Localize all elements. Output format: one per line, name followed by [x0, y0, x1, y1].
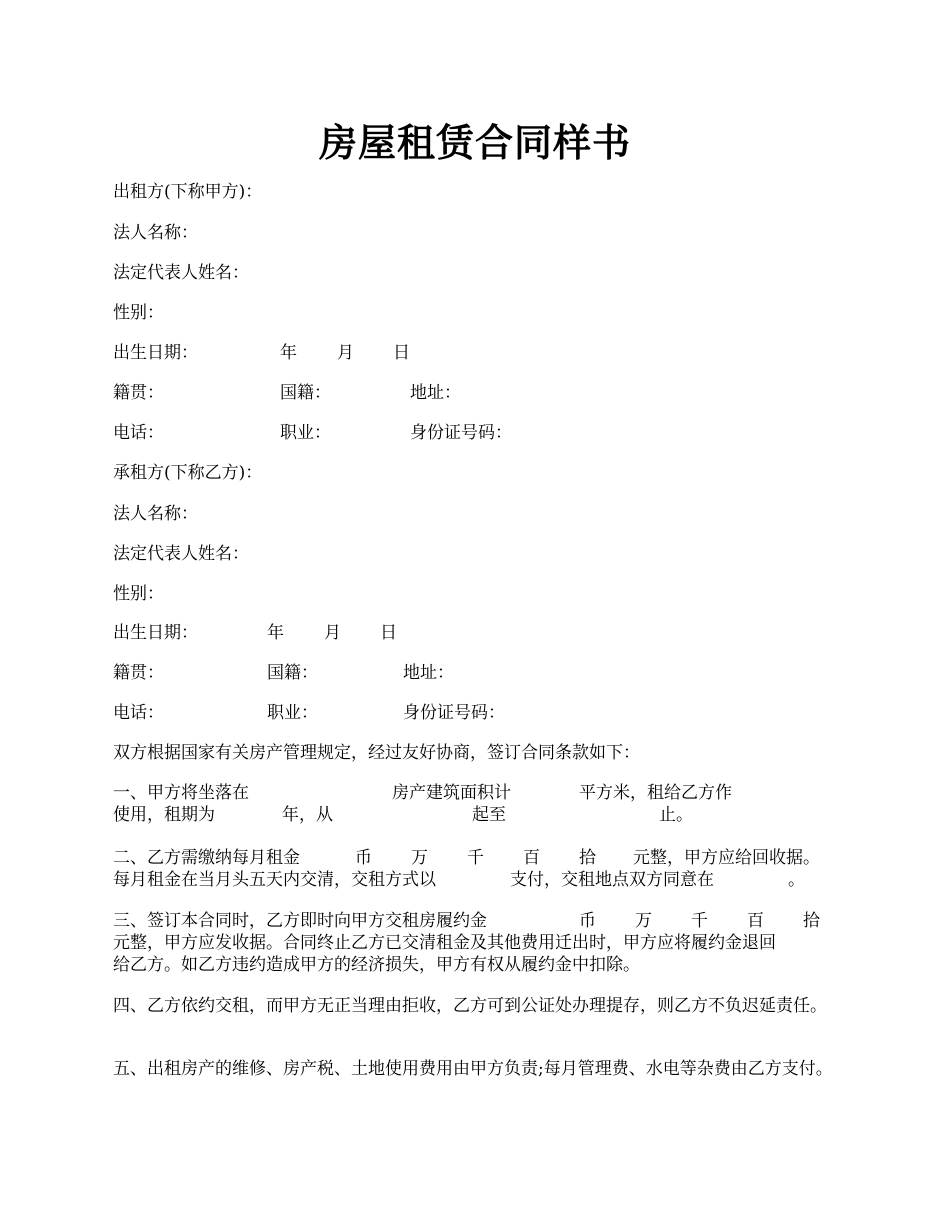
birth-label: 出生日期： [113, 623, 198, 643]
occupation-label: 职业： [280, 423, 331, 443]
lessor-heading: 出租方(下称甲方)： [113, 182, 263, 202]
lessee-gender-label: 性别： [113, 584, 164, 604]
day-label: 日 [393, 343, 410, 363]
clause-text: 二、乙方需缴纳每月租金 [113, 848, 300, 868]
clause-text: 使用，租期为 [113, 805, 215, 825]
occupation-label: 职业： [267, 703, 318, 723]
day-label: 日 [380, 623, 397, 643]
clause-text: 万 [635, 911, 652, 931]
nationality-label: 国籍： [267, 663, 318, 683]
address-label: 地址： [403, 663, 454, 683]
clause-text: 币 [579, 911, 596, 931]
clause-text: 支付，交租地点双方同意在 [510, 870, 714, 890]
year-label: 年 [267, 623, 284, 643]
month-label: 月 [324, 623, 341, 643]
lessor-legal-name-label: 法人名称： [113, 223, 198, 243]
clause-text: 平方米，租给乙方作 [579, 783, 732, 803]
year-label: 年 [280, 343, 297, 363]
native-place-label: 籍贯： [113, 663, 164, 683]
clause-text: 每月租金在当月头五天内交清，交租方式以 [113, 870, 436, 890]
clause-text: 年，从 [282, 805, 333, 825]
id-number-label: 身份证号码： [410, 423, 512, 443]
clause-4: 四、乙方依约交租，而甲方无正当理由拒收，乙方可到公证处办理提存，则乙方不负迟延责任。 [113, 996, 827, 1016]
clause-text: 币 [355, 848, 372, 868]
address-label: 地址： [410, 383, 461, 403]
month-label: 月 [337, 343, 354, 363]
clause-3-line-2: 元整，甲方应发收据。合同终止乙方已交清租金及其他费用迁出时，甲方应将履约金退回 [113, 933, 776, 953]
lessee-legal-name-label: 法人名称： [113, 504, 198, 524]
clause-text: 元整，甲方应给回收据。 [633, 848, 820, 868]
clause-text: 一、甲方将坐落在 [113, 783, 249, 803]
nationality-label: 国籍： [280, 383, 331, 403]
clause-text: 止。 [659, 805, 693, 825]
clause-3-line-3: 给乙方。如乙方违约造成甲方的经济损失，甲方有权从履约金中扣除。 [113, 955, 640, 975]
clause-text: 房产建筑面积计 [392, 783, 511, 803]
clause-text: 。 [788, 870, 805, 890]
clause-text: 万 [411, 848, 428, 868]
clause-text: 三、签订本合同时，乙方即时向甲方交租房履约金 [113, 911, 487, 931]
phone-label: 电话： [113, 703, 164, 723]
clause-text: 拾 [803, 911, 820, 931]
clause-text: 百 [747, 911, 764, 931]
lessor-gender-label: 性别： [113, 303, 164, 323]
clause-text: 千 [467, 848, 484, 868]
clause-5: 五、出租房产的维修、房产税、土地使用费用由甲方负责;每月管理费、水电等杂费由乙方支付。 [113, 1059, 833, 1079]
clause-text: 千 [691, 911, 708, 931]
birth-label: 出生日期： [113, 343, 198, 363]
lessor-representative-label: 法定代表人姓名： [113, 263, 249, 283]
clause-text: 拾 [579, 848, 596, 868]
clause-text: 百 [523, 848, 540, 868]
id-number-label: 身份证号码： [403, 703, 505, 723]
phone-label: 电话： [113, 423, 164, 443]
lessee-representative-label: 法定代表人姓名： [113, 544, 249, 564]
lessee-heading: 承租方(下称乙方)： [113, 463, 263, 483]
document-title: 房屋租赁合同样书 [318, 120, 631, 165]
contract-intro: 双方根据国家有关房产管理规定，经过友好协商，签订合同条款如下： [113, 743, 640, 763]
native-place-label: 籍贯： [113, 383, 164, 403]
clause-text: 起至 [472, 805, 506, 825]
